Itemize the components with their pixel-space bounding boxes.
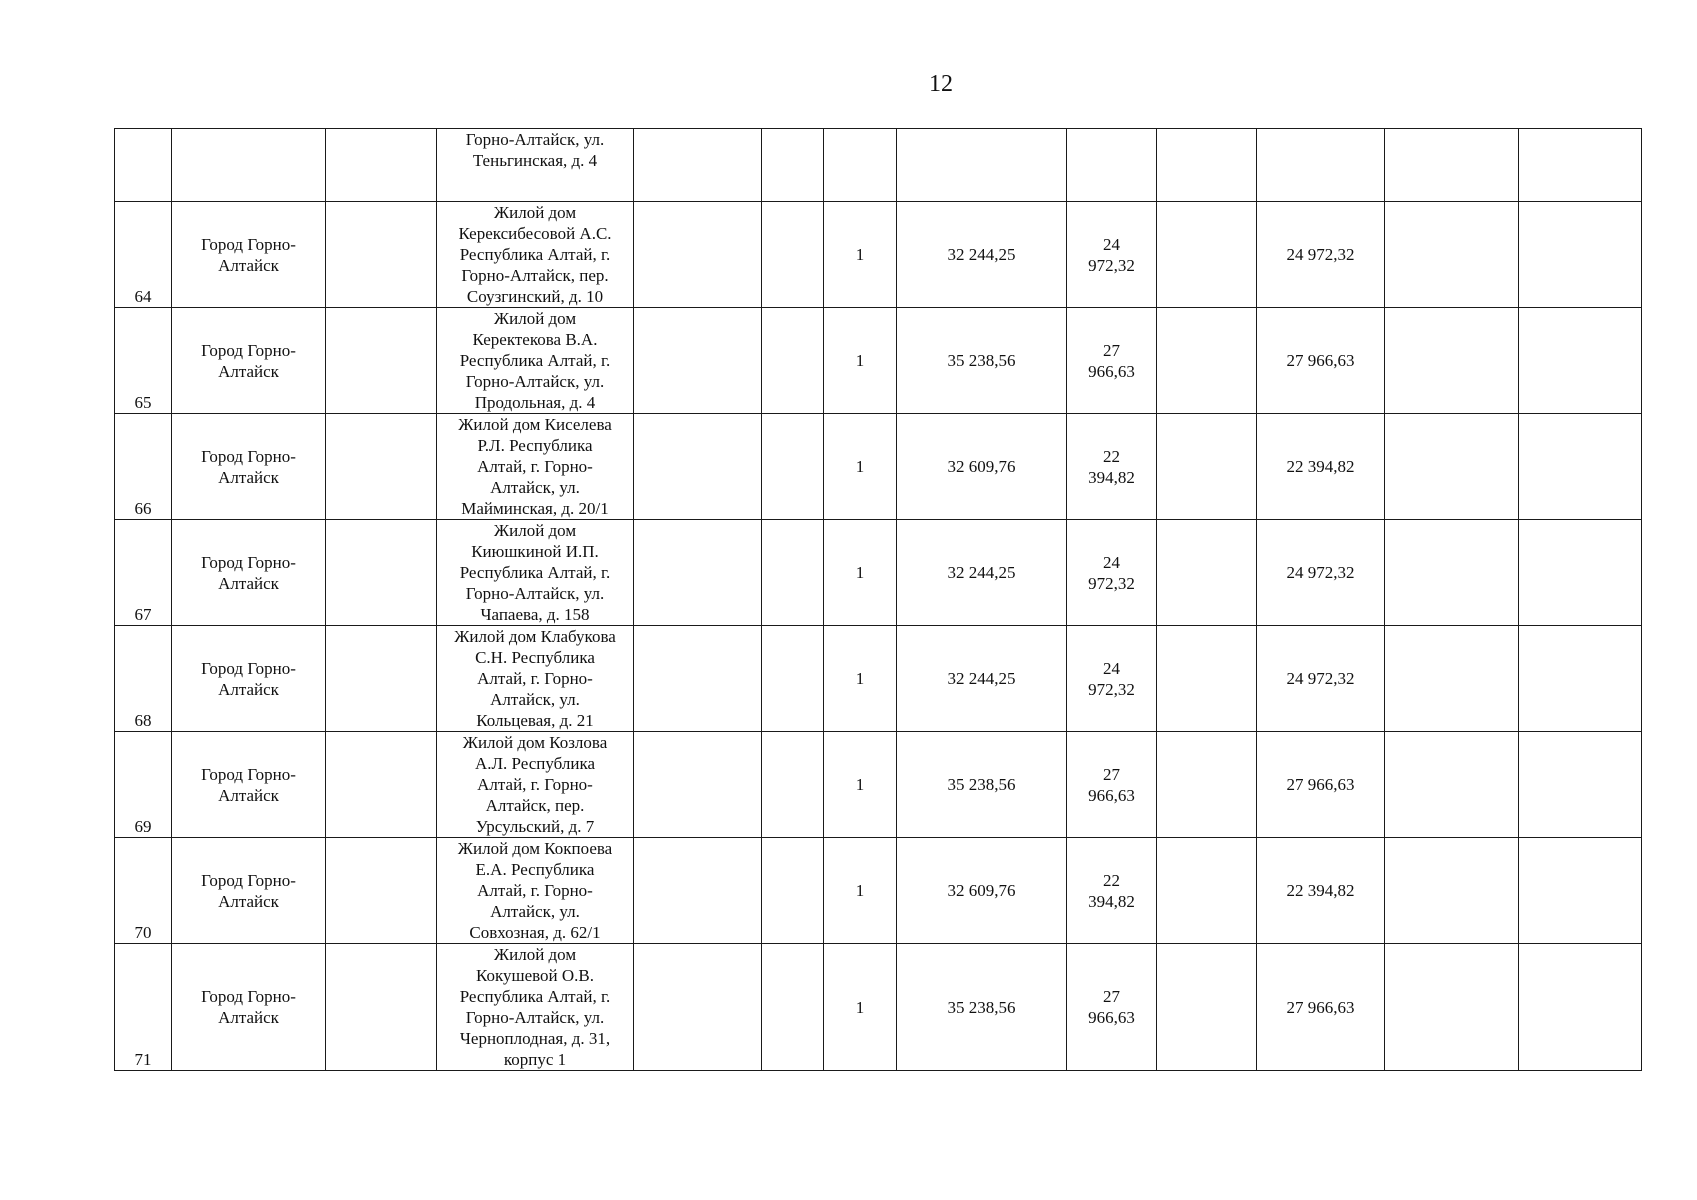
empty-cell: [634, 414, 762, 520]
quantity-cell: 1: [824, 414, 897, 520]
empty-cell: [634, 732, 762, 838]
cost-cell: 32 609,76: [897, 838, 1067, 944]
locality-cell: Город Горно- Алтайск: [172, 732, 326, 838]
quantity-cell: 1: [824, 838, 897, 944]
address-cell: Жилой дом Керексибесовой А.С. Республика Алтай, г. Горно-Алтайск, пер. Соузгинский, д. 10: [437, 202, 634, 308]
row-number-cell: 65: [115, 308, 172, 414]
empty-cell: [634, 202, 762, 308]
amount-cell: [1067, 129, 1157, 202]
row-number-cell: 66: [115, 414, 172, 520]
locality-cell: Город Горно- Алтайск: [172, 308, 326, 414]
empty-cell: [326, 308, 437, 414]
address-cell: Горно-Алтайск, ул. Теньгинская, д. 4: [437, 129, 634, 202]
empty-cell: [634, 129, 762, 202]
row-number-cell: 69: [115, 732, 172, 838]
table-row: [115, 308, 1642, 414]
quantity-cell: 1: [824, 520, 897, 626]
empty-cell: [1157, 129, 1257, 202]
empty-cell: [1157, 308, 1257, 414]
amount-cell: 22 394,82: [1067, 414, 1157, 520]
locality-cell: Город Горно- Алтайск: [172, 838, 326, 944]
cost-cell: 32 609,76: [897, 414, 1067, 520]
empty-cell: [1385, 732, 1519, 838]
amount-cell: 24 972,32: [1067, 202, 1157, 308]
locality-cell: Город Горно- Алтайск: [172, 520, 326, 626]
empty-cell: [1385, 520, 1519, 626]
total-cell: 24 972,32: [1257, 626, 1385, 732]
housing-table: [114, 128, 1642, 1071]
cost-cell: 32 244,25: [897, 520, 1067, 626]
table-row: [115, 520, 1642, 626]
quantity-cell: [824, 129, 897, 202]
row-number-cell: [115, 129, 172, 202]
empty-cell: [326, 732, 437, 838]
empty-cell: [762, 838, 824, 944]
empty-cell: [1157, 414, 1257, 520]
table-row: [115, 129, 1642, 202]
empty-cell: [1385, 944, 1519, 1071]
total-cell: 24 972,32: [1257, 520, 1385, 626]
cost-cell: 35 238,56: [897, 732, 1067, 838]
empty-cell: [634, 838, 762, 944]
address-cell: Жилой дом Керектекова В.А. Республика Алтай, г. Горно-Алтайск, ул. Продольная, д. 4: [437, 308, 634, 414]
row-number-cell: 68: [115, 626, 172, 732]
locality-cell: [172, 129, 326, 202]
empty-cell: [762, 414, 824, 520]
empty-cell: [1519, 626, 1642, 732]
empty-cell: [762, 129, 824, 202]
empty-cell: [762, 202, 824, 308]
empty-cell: [1519, 308, 1642, 414]
total-cell: [1257, 129, 1385, 202]
quantity-cell: 1: [824, 626, 897, 732]
table-row: [115, 838, 1642, 944]
row-number-cell: 67: [115, 520, 172, 626]
total-cell: 27 966,63: [1257, 732, 1385, 838]
empty-cell: [1157, 202, 1257, 308]
cost-cell: 32 244,25: [897, 202, 1067, 308]
empty-cell: [634, 944, 762, 1071]
cost-cell: 32 244,25: [897, 626, 1067, 732]
empty-cell: [1385, 626, 1519, 732]
address-cell: Жилой дом Кокушевой О.В. Республика Алтай, г. Горно-Алтайск, ул. Черноплодная, д. 31, корпус 1: [437, 944, 634, 1071]
amount-cell: 24 972,32: [1067, 520, 1157, 626]
empty-cell: [1385, 202, 1519, 308]
quantity-cell: 1: [824, 202, 897, 308]
empty-cell: [326, 202, 437, 308]
total-cell: 22 394,82: [1257, 414, 1385, 520]
empty-cell: [326, 414, 437, 520]
empty-cell: [1519, 414, 1642, 520]
locality-cell: Город Горно- Алтайск: [172, 626, 326, 732]
amount-cell: 27 966,63: [1067, 732, 1157, 838]
total-cell: 22 394,82: [1257, 838, 1385, 944]
table-row: [115, 414, 1642, 520]
address-cell: Жилой дом Кокпоева Е.А. Республика Алтай, г. Горно- Алтайск, ул. Совхозная, д. 62/1: [437, 838, 634, 944]
empty-cell: [326, 520, 437, 626]
empty-cell: [1385, 308, 1519, 414]
empty-cell: [1519, 520, 1642, 626]
address-cell: Жилой дом Козлова А.Л. Республика Алтай, г. Горно- Алтайск, пер. Урсульский, д. 7: [437, 732, 634, 838]
total-cell: 27 966,63: [1257, 944, 1385, 1071]
cost-cell: 35 238,56: [897, 308, 1067, 414]
total-cell: 24 972,32: [1257, 202, 1385, 308]
empty-cell: [1157, 838, 1257, 944]
locality-cell: Город Горно- Алтайск: [172, 414, 326, 520]
empty-cell: [1385, 129, 1519, 202]
empty-cell: [1157, 626, 1257, 732]
empty-cell: [1157, 520, 1257, 626]
cost-cell: [897, 129, 1067, 202]
empty-cell: [762, 520, 824, 626]
address-cell: Жилой дом Клабукова С.Н. Республика Алтай, г. Горно- Алтайск, ул. Кольцевая, д. 21: [437, 626, 634, 732]
quantity-cell: 1: [824, 308, 897, 414]
empty-cell: [326, 838, 437, 944]
total-cell: 27 966,63: [1257, 308, 1385, 414]
empty-cell: [634, 626, 762, 732]
locality-cell: Город Горно- Алтайск: [172, 944, 326, 1071]
table-row: [115, 944, 1642, 1071]
row-number-cell: 71: [115, 944, 172, 1071]
empty-cell: [1519, 129, 1642, 202]
table-row: [115, 202, 1642, 308]
empty-cell: [1157, 732, 1257, 838]
cost-cell: 35 238,56: [897, 944, 1067, 1071]
amount-cell: 27 966,63: [1067, 944, 1157, 1071]
empty-cell: [1519, 202, 1642, 308]
empty-cell: [1519, 732, 1642, 838]
table-row: [115, 626, 1642, 732]
empty-cell: [762, 944, 824, 1071]
empty-cell: [326, 129, 437, 202]
address-cell: Жилой дом Киселева Р.Л. Республика Алтай, г. Горно- Алтайск, ул. Майминская, д. 20/1: [437, 414, 634, 520]
quantity-cell: 1: [824, 944, 897, 1071]
empty-cell: [326, 944, 437, 1071]
page-number: 12: [929, 71, 953, 97]
address-cell: Жилой дом Киюшкиной И.П. Республика Алтай, г. Горно-Алтайск, ул. Чапаева, д. 158: [437, 520, 634, 626]
locality-cell: Город Горно- Алтайск: [172, 202, 326, 308]
empty-cell: [1385, 414, 1519, 520]
empty-cell: [326, 626, 437, 732]
empty-cell: [1519, 838, 1642, 944]
empty-cell: [1519, 944, 1642, 1071]
empty-cell: [1157, 944, 1257, 1071]
empty-cell: [762, 732, 824, 838]
quantity-cell: 1: [824, 732, 897, 838]
amount-cell: 27 966,63: [1067, 308, 1157, 414]
empty-cell: [762, 308, 824, 414]
empty-cell: [762, 626, 824, 732]
row-number-cell: 64: [115, 202, 172, 308]
empty-cell: [1385, 838, 1519, 944]
row-number-cell: 70: [115, 838, 172, 944]
table-row: [115, 732, 1642, 838]
empty-cell: [634, 308, 762, 414]
empty-cell: [634, 520, 762, 626]
amount-cell: 22 394,82: [1067, 838, 1157, 944]
amount-cell: 24 972,32: [1067, 626, 1157, 732]
